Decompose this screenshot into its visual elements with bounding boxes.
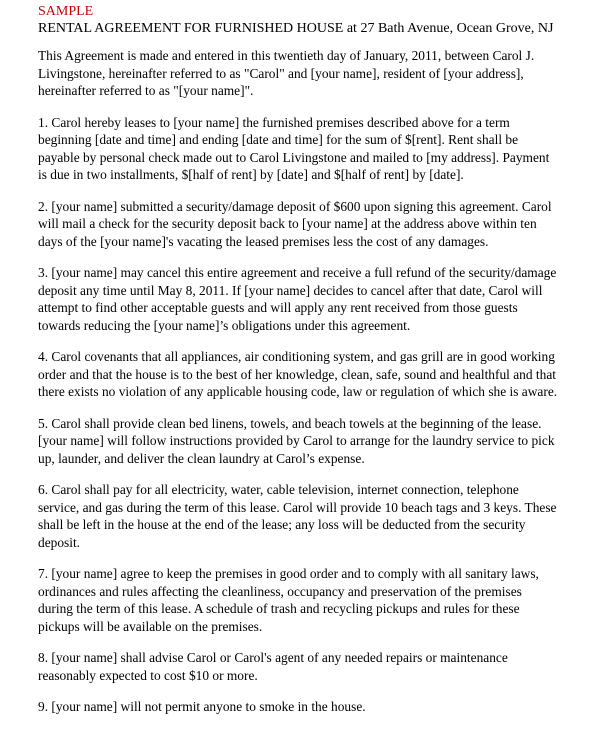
paragraph-line: shall be left in the house at the end of the lease; any loss will be deducted from the security xyxy=(38,517,526,532)
document-title: RENTAL AGREEMENT FOR FURNISHED HOUSE at 27 Bath Avenue, Ocean Grove, NJ xyxy=(38,21,554,36)
paragraph-line: payable by personal check made out to Carol Livingstone and mailed to [my address]. Payment xyxy=(38,149,550,165)
paragraph-line: Livingstone, hereinafter referred to as "Carol" and [your name], resident of [your address], xyxy=(38,65,524,81)
paragraph-line: hereinafter referred to as "[your name]". xyxy=(38,83,254,98)
paragraph-line: deposit. xyxy=(38,534,81,550)
paragraph-line: will mail a check for the security deposit back to [your name] at the address above within ten xyxy=(38,216,537,231)
paragraph-line: service, and gas during the term of this lease. Carol will provide 10 beach tags and 3 keys. These xyxy=(38,499,557,515)
paragraph-3 xyxy=(38,264,594,334)
paragraph-line: 8. [your name] shall advise Carol or Carol's agent of any needed repairs or maintenance xyxy=(38,650,508,665)
paragraph-line: pickups will be available on the premises. xyxy=(38,618,263,634)
paragraph-line: 5. Carol shall provide clean bed linens, towels, and beach towels at the beginning of the lease. xyxy=(38,415,542,431)
paragraph-line: 9. [your name] will not permit anyone to smoke in the house. xyxy=(38,699,366,714)
paragraph-6 xyxy=(38,481,594,551)
paragraph-8 xyxy=(38,649,594,684)
paragraph-2 xyxy=(38,198,594,251)
paragraph-line: towards reducing the [your name]’s obligations under this agreement. xyxy=(38,317,411,333)
paragraph-line: deposit any time until May 8, 2011. If [your name] decides to cancel after that date, Carol will xyxy=(38,282,543,298)
paragraph-line: order and that the house is to the best of her knowledge, clean, safe, sound and healthful and that xyxy=(38,366,556,382)
paragraph-5 xyxy=(38,415,594,468)
paragraph-line: [your name] will follow instructions provided by Carol to arrange for the laundry service to pick xyxy=(38,433,555,448)
paragraph-line: 3. [your name] may cancel this entire agreement and receive a full refund of the security/damage xyxy=(38,265,557,280)
document-body xyxy=(38,47,594,716)
paragraph-line: beginning [date and time] and ending [date and time] for the sum of $[rent]. Rent shall be xyxy=(38,132,519,147)
paragraph-line: This Agreement is made and entered in this twentieth day of January, 2011, between Carol J. xyxy=(38,48,535,63)
paragraph-line: is due in two installments, $[half of rent] by [date] and $[half of rent] by [date]. xyxy=(38,167,464,182)
paragraph-4 xyxy=(38,348,594,401)
paragraph-line: 1. Carol hereby leases to [your name] the furnished premises described above for a term xyxy=(38,114,510,130)
paragraph-line: 7. [your name] agree to keep the premises in good order and to comply with all sanitary laws, xyxy=(38,566,539,581)
paragraph-line: 4. Carol covenants that all appliances, air conditioning system, and gas grill are in good working xyxy=(38,349,555,364)
paragraph-line: reasonably expected to cost $10 or more. xyxy=(38,667,258,683)
paragraph-line: 2. [your name] submitted a security/damage deposit of $600 upon signing this agreement. Carol xyxy=(38,198,552,214)
paragraph-line: during the term of this lease. A schedule of trash and recycling pickups and rules for these xyxy=(38,601,520,616)
paragraph-line: attempt to find other acceptable guests and will apply any rent received from those guests xyxy=(38,300,518,315)
paragraph-line: there exists no violation of any applicable housing code, law or regulation of which she is aware. xyxy=(38,384,558,399)
paragraph-line: up, launder, and deliver the clean laundry at Carol’s expense. xyxy=(38,450,365,466)
paragraph-1 xyxy=(38,114,594,184)
paragraph-line: days of the [your name]'s vacating the leased premises less the cost of any damages. xyxy=(38,233,489,249)
paragraph-line: ordinances and rules affecting the cleanliness, occupancy and preservation of the premises xyxy=(38,583,522,599)
document-page xyxy=(38,3,594,716)
paragraph-line: 6. Carol shall pay for all electricity, water, cable television, internet connection, telephone xyxy=(38,482,519,497)
paragraph-0 xyxy=(38,47,594,100)
sample-label: SAMPLE xyxy=(38,4,94,19)
paragraph-9 xyxy=(38,698,594,716)
paragraph-7 xyxy=(38,565,594,635)
